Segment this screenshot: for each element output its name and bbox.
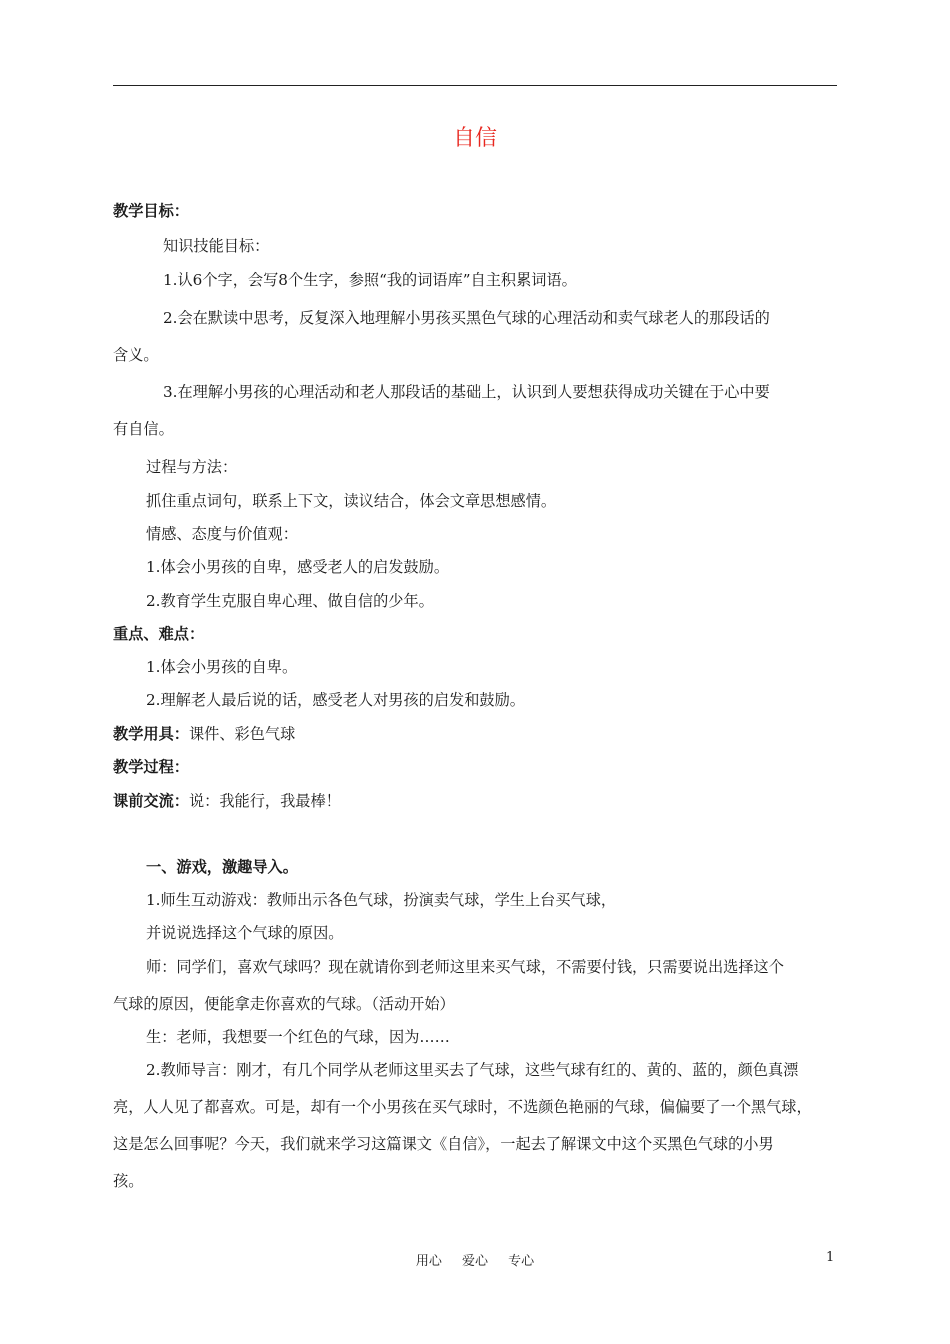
step-1-item-1-cont: 并说说选择这个气球的原因。: [146, 924, 344, 942]
footer-motto: 用心 爱心 专心: [415, 1254, 535, 1269]
teacher-dialogue: 师：同学们，喜欢气球吗？现在就请你到老师这里来买气球，不需要付钱，只需要说出选择这个: [146, 958, 784, 976]
document-title: 自信: [452, 126, 497, 151]
teacher-dialogue-cont: 气球的原因，便能拿走你喜欢的气球。（活动开始）: [113, 995, 455, 1013]
teacher-intro-cont-3: 孩。: [113, 1172, 144, 1190]
objective-item-1: 1.认6个字，会写8个生字，参照“我的词语库”自主积累词语。: [163, 271, 577, 289]
objective-item-3: 3.在理解小男孩的心理活动和老人那段话的基础上，认识到人要想获得成功关键在于心中要: [163, 383, 770, 401]
page-number: 1: [826, 1250, 835, 1265]
objective-item-2: 2.会在默读中思考，反复深入地理解小男孩买黑色气球的心理活动和卖气球老人的那段话的: [163, 309, 770, 327]
teacher-intro-cont-2: 这是怎么回事呢？今天，我们就来学习这篇课文《自信》，一起去了解课文中这个买黑色气球的小男: [113, 1135, 774, 1153]
student-dialogue: 生：老师，我想要一个红色的气球，因为……: [146, 1028, 450, 1046]
subheading-emotion-values: 情感、态度与价值观：: [146, 525, 298, 543]
teaching-tools-value: 课件、彩色气球: [188, 725, 296, 743]
step-heading-1: 一、游戏，激趣导入。: [146, 858, 298, 876]
section-heading-key-points: 重点、难点：: [113, 625, 205, 643]
key-point-1: 1.体会小男孩的自卑。: [146, 658, 298, 676]
section-heading-objectives: 教学目标：: [113, 202, 189, 220]
objective-item-2-cont: 含义。: [113, 346, 159, 364]
teacher-intro: 2.教师导言：刚才，有几个同学从老师这里买去了气球，这些气球有红的、黄的、蓝的，颜色真漂: [146, 1061, 799, 1079]
teaching-tools-line: [113, 724, 295, 744]
pre-class-line: [113, 791, 341, 811]
step-1-item-1: 1.师生互动游戏：教师出示各色气球，扮演卖气球，学生上台买气球，: [146, 891, 617, 909]
objective-item-3-cont: 有自信。: [113, 420, 174, 438]
section-heading-process: 教学过程：: [113, 758, 189, 776]
pre-class-value: 说：我能行，我最棒！: [188, 792, 341, 810]
emotion-item-2: 2.教育学生克服自卑心理、做自信的少年。: [146, 592, 434, 610]
pre-class-label: 课前交流：: [113, 792, 189, 810]
teacher-intro-cont-1: 亮，人人见了都喜欢。可是，却有一个小男孩在买气球时，不选颜色艳丽的气球，偏偏要了一个黑气球，: [113, 1098, 812, 1116]
teaching-tools-label: 教学用具：: [113, 725, 189, 743]
process-method-text: 抓住重点词句，联系上下文，读议结合，体会文章思想感情。: [146, 492, 557, 510]
subheading-knowledge-skills: 知识技能目标：: [163, 237, 270, 255]
header-rule: [113, 85, 837, 86]
key-point-2: 2.理解老人最后说的话，感受老人对男孩的启发和鼓励。: [146, 691, 525, 709]
subheading-process-method: 过程与方法：: [146, 458, 238, 476]
emotion-item-1: 1.体会小男孩的自卑，感受老人的启发鼓励。: [146, 558, 450, 576]
